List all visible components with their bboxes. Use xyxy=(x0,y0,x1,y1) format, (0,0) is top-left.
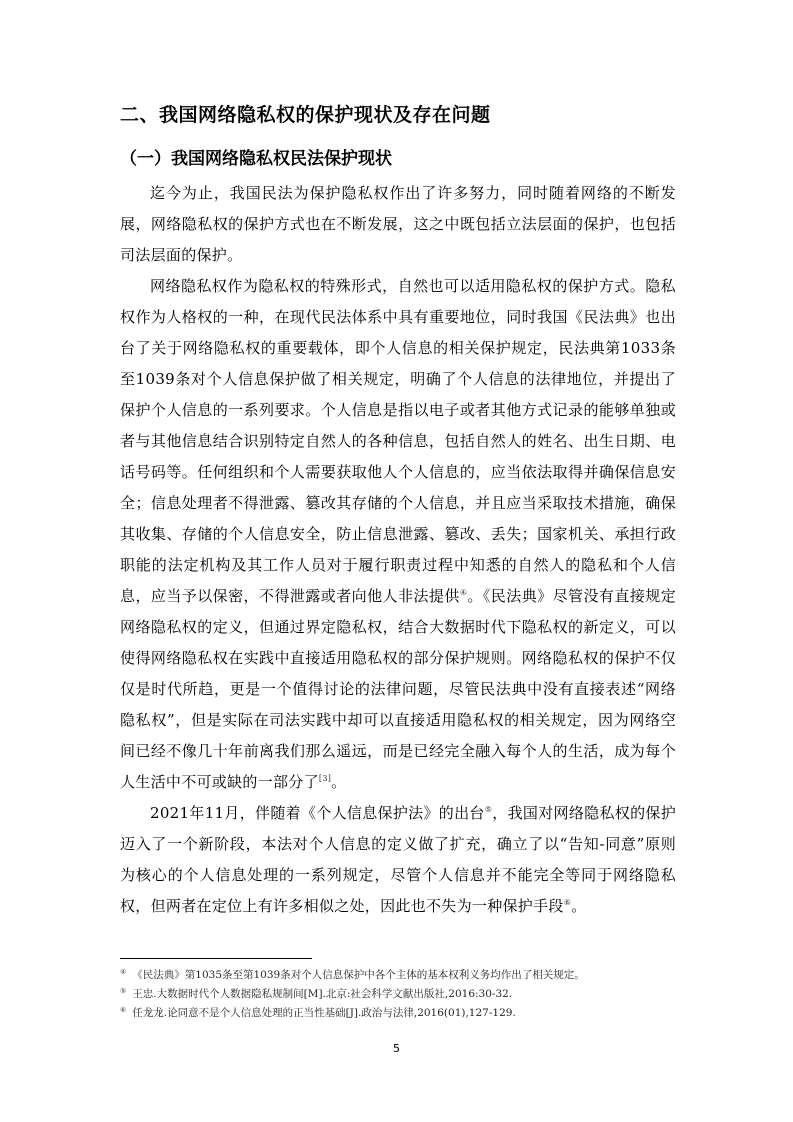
footnote-text: 任龙龙.论同意不是个人信息处理的正当性基础[J].政治与法律,2016(01),127-129. xyxy=(132,1007,516,1019)
paragraph-2 xyxy=(120,271,676,798)
body-text xyxy=(120,178,676,922)
footnote-mark: ⑥ xyxy=(120,1005,127,1014)
footnote-ref-5[interactable]: ⑤ xyxy=(484,805,493,814)
footnote-6 xyxy=(120,1004,720,1023)
footnote-divider xyxy=(120,958,312,959)
section-heading: 二、我国网络隐私权的保护现状及存在问题 xyxy=(120,104,491,126)
page-number: 5 xyxy=(393,1042,400,1055)
paragraph-3 xyxy=(120,798,676,922)
paragraph-2-text-a: 网络隐私权作为隐私权的特殊形式，自然也可以适用隐私权的保护方式。隐私权作为人格权的一种，在现代民法体系中具有重要地位，同时我国《民法典》也出台了关于网络隐私权的重要载体，即个人信息的相关保护规定，民法典第1033条至1039条对个人信息保护做了相关规定，明确了个人信息的法律地位，并提出了保护个人信息的一系列要求。个人信息是指以电子或者其他方式记录的能够单独或者与其他信息结合识别特定自然人的各种信息，包括自然人的姓名、出生日期、电话号码等。任何组织和个人需要获取他人个人信息的，应当依法取得并确保信息安全；信息处理者不得泄露、篡改其存储的个人信息，并且应当采取技术措施，确保其收集、存储的个人信息安全，防止信息泄露、篡改、丢失；国家机关、承担行政职能的法定机构及其工作人员对于履行职责过程中知悉的自然人的隐私和个人信息，应当予以保密，不得泄露或者向他人非法提供 xyxy=(120,277,676,605)
footnote-ref-4[interactable]: ④ xyxy=(459,588,468,597)
paragraph-2-text-b: 。《民法典》尽管没有直接规定网络隐私权的定义，但通过界定隐私权，结合大数据时代下隐私权的新定义，可以使得网络隐私权在实践中直接适用隐私权的部分保护规则。网络隐私权的保护不仅仅是时代所趋，更是一个值得讨论的法律问题，尽管民法典中没有直接表述“网络隐私权”，但是实际在司法实践中却可以直接适用隐私权的相关规定，因为网络空间已经不像几十年前离我们那么遥远，而是已经完全融入每个人的生活，成为每个人生活中不可或缺的一部分了 xyxy=(120,587,677,791)
footnote-ref-6[interactable]: ⑥ xyxy=(563,898,572,907)
footnote-mark: ⑤ xyxy=(120,986,127,995)
paragraph-3-text-a: 2021年11月，伴随着《个人信息保护法》的出台 xyxy=(150,804,485,822)
footnote-4 xyxy=(120,966,720,985)
paragraph-3-text-c: 。 xyxy=(571,897,587,915)
footnote-5 xyxy=(120,985,720,1004)
citation-ref-3[interactable]: [3] xyxy=(318,774,332,783)
subsection-heading: （一）我国网络隐私权民法保护现状 xyxy=(120,149,392,169)
paragraph-3-text-b: ，我国对网络隐私权的保护迈入了一个新阶段，本法对个人信息的定义做了扩充，确立了以“告知-同意”原则为核心的个人信息处理的一系列规定，尽管个人信息并不能完全等同于网络隐私权，但两者在定位上有许多相似之处，因此也不失为一种保护手段 xyxy=(120,804,677,915)
footnote-mark: ④ xyxy=(120,967,127,976)
paragraph-2-text-c: 。 xyxy=(331,773,347,791)
footnotes xyxy=(120,966,720,1023)
footnote-text: 王忠.大数据时代个人数据隐私规制间[M].北京:社会科学文献出版社,2016:30-32. xyxy=(132,988,513,1000)
paragraph-1-text: 迄今为止，我国民法为保护隐私权作出了许多努力，同时随着网络的不断发展，网络隐私权的保护方式也在不断发展，这之中既包括立法层面的保护，也包括司法层面的保护。 xyxy=(120,184,676,264)
footnote-text: 《民法典》第1035条至第1039条对个人信息保护中各个主体的基本权利义务均作出了相关规定。 xyxy=(132,969,585,981)
paragraph-1 xyxy=(120,178,676,271)
